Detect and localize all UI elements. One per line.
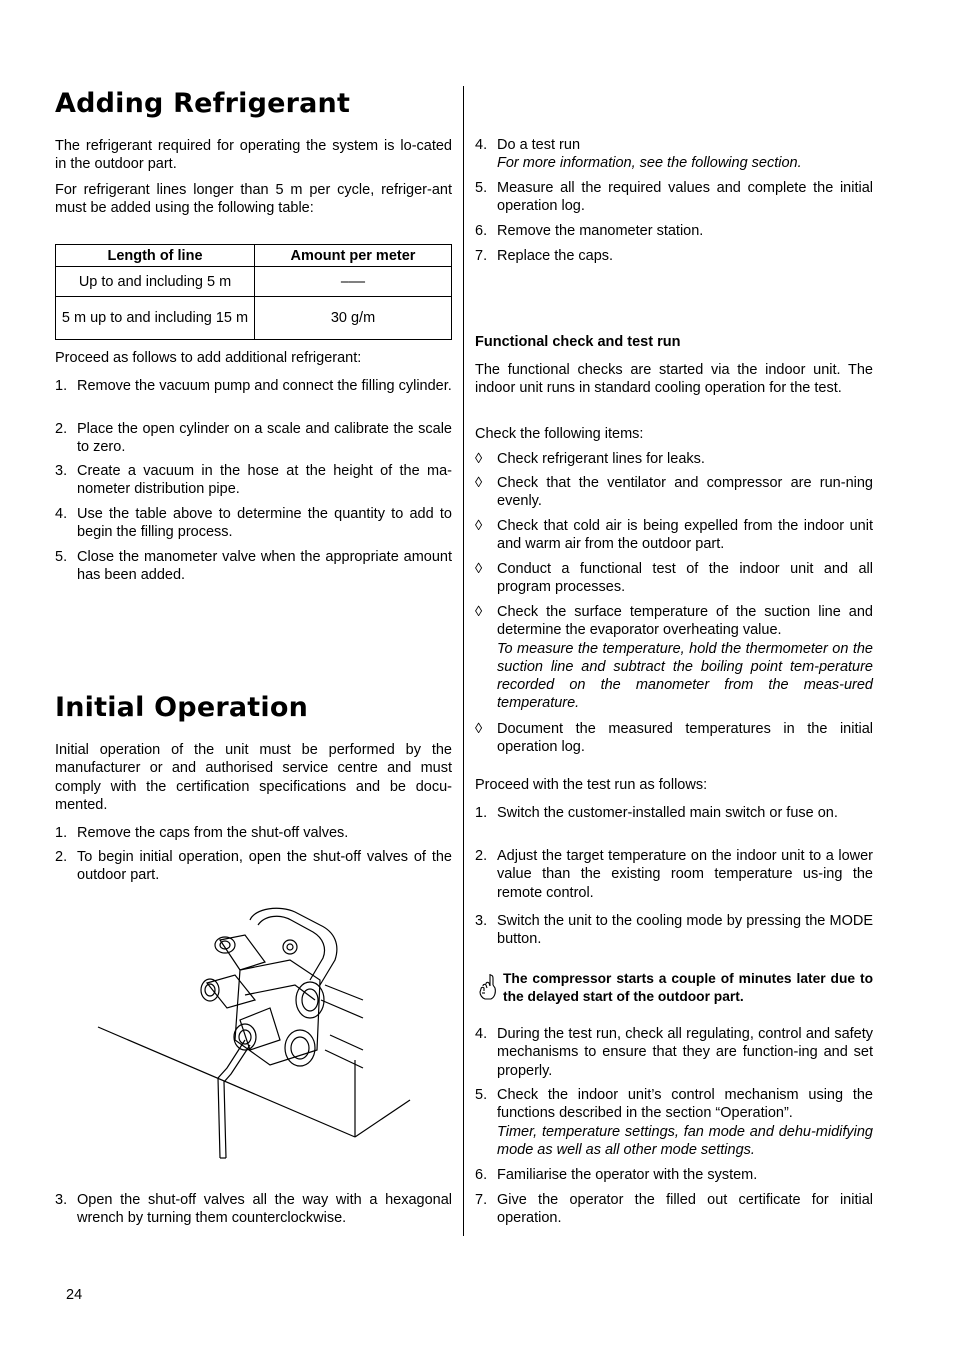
list-text: Check that cold air is being expelled from the indoor unit and warm air from the outdoor part. bbox=[497, 518, 873, 553]
list-note: For more information, see the following section. bbox=[497, 155, 802, 172]
list-text: Conduct a functional test of the indoor unit and all program processes. bbox=[497, 561, 873, 596]
list-item bbox=[475, 1025, 873, 1081]
list-text: Check that the ventilator and compressor are run-ning evenly. bbox=[497, 475, 873, 510]
heading-initial-operation: Initial Operation bbox=[55, 692, 309, 723]
list-number: 3. bbox=[55, 463, 68, 479]
bullet-diamond-icon: ◊ bbox=[475, 451, 483, 467]
list-note: To measure the temperature, hold the thermometer on the suction line and subtract the boiling point tem-perature recorded on the manometer from the meas-ured temperature. bbox=[497, 640, 873, 712]
column-divider bbox=[463, 86, 464, 1236]
table-header: Length of line bbox=[56, 245, 255, 267]
list-number: 4. bbox=[55, 506, 68, 522]
list-note: Timer, temperature settings, fan mode and dehu-midifying mode as well as all other mode settings. bbox=[497, 1123, 873, 1158]
list-number: 2. bbox=[55, 849, 68, 865]
bullet-diamond-icon: ◊ bbox=[475, 475, 483, 491]
subheading: Functional check and test run bbox=[475, 334, 681, 350]
paragraph: The functional checks are started via the indoor unit. The indoor unit runs in standard cooling operation for the test. bbox=[475, 362, 873, 397]
list-text: Use the table above to determine the quantity to add to begin the filling process. bbox=[77, 506, 452, 541]
paragraph: The refrigerant required for operating the system is lo-cated in the outdoor part. bbox=[55, 138, 452, 173]
paragraph: Proceed as follows to add additional refrigerant: bbox=[55, 350, 362, 366]
table-cell: ––– bbox=[255, 267, 452, 297]
list-number: 2. bbox=[475, 848, 488, 864]
table-cell: 5 m up to and including 15 m bbox=[56, 297, 255, 340]
list-text: Switch the unit to the cooling mode by pressing the MODE button. bbox=[497, 913, 873, 948]
list-text-wrap bbox=[497, 603, 873, 713]
list-item bbox=[475, 1166, 873, 1185]
list-item bbox=[55, 420, 452, 457]
list-text: To begin initial operation, open the shut-off valves of the outdoor part. bbox=[77, 849, 452, 884]
list-number: 5. bbox=[475, 1087, 488, 1103]
bullet-diamond-icon: ◊ bbox=[475, 721, 483, 737]
list-text: Replace the caps. bbox=[497, 248, 614, 264]
list-item bbox=[55, 548, 452, 585]
list-item bbox=[55, 824, 452, 843]
table-cell: 30 g/m bbox=[255, 297, 452, 340]
pointing-hand-icon bbox=[477, 972, 499, 1002]
list-text: Remove the vacuum pump and connect the filling cylinder. bbox=[77, 378, 452, 394]
list-number: 5. bbox=[475, 180, 488, 196]
hint-text: The compressor starts a couple of minutes later due to the delayed start of the outdoor part. bbox=[503, 971, 873, 1005]
list-text: Measure all the required values and complete the initial operation log. bbox=[497, 180, 873, 215]
list-number: 6. bbox=[475, 223, 488, 239]
list-text: Remove the caps from the shut-off valves. bbox=[77, 825, 349, 841]
list-item bbox=[475, 247, 873, 266]
list-number: 4. bbox=[475, 1026, 488, 1042]
list-item bbox=[475, 1086, 873, 1160]
list-text: Switch the customer-installed main switch or fuse on. bbox=[497, 805, 838, 821]
list-text: Check refrigerant lines for leaks. bbox=[497, 451, 705, 467]
list-text: Check the surface temperature of the suction line and determine the evaporator overheating value. bbox=[497, 604, 873, 639]
list-text: Check the indoor unit’s control mechanism using the functions described in the section “Operation”. bbox=[497, 1087, 873, 1122]
list-text: Do a test run bbox=[497, 137, 581, 153]
list-item bbox=[475, 222, 873, 241]
list-text: Give the operator the filled out certificate for initial operation. bbox=[497, 1192, 873, 1227]
list-text: Document the measured temperatures in the initial operation log. bbox=[497, 721, 873, 756]
list-number: 1. bbox=[475, 805, 488, 821]
list-text: Create a vacuum in the hose at the height of the ma-nometer distribution pipe. bbox=[77, 463, 452, 498]
list-item bbox=[475, 136, 873, 173]
table-header: Amount per meter bbox=[255, 245, 452, 267]
list-number: 5. bbox=[55, 549, 68, 565]
list-number: 2. bbox=[55, 421, 68, 437]
table-row bbox=[56, 297, 452, 340]
refrigerant-table bbox=[55, 244, 452, 340]
check-item bbox=[475, 450, 873, 469]
heading-adding-refrigerant: Adding Refrigerant bbox=[55, 88, 351, 119]
list-item bbox=[475, 804, 873, 841]
list-item bbox=[475, 847, 873, 903]
list-number: 7. bbox=[475, 248, 488, 264]
list-text: Adjust the target temperature on the indoor unit to a lower value than the existing room temperature us-ing the remote control. bbox=[497, 848, 873, 901]
list-text: Familiarise the operator with the system. bbox=[497, 1167, 758, 1183]
list-item bbox=[475, 179, 873, 216]
shut-off-valve-illustration bbox=[95, 900, 415, 1165]
list-item bbox=[55, 377, 452, 414]
list-text-wrap bbox=[497, 136, 873, 173]
paragraph: Initial operation of the unit must be performed by the manufacturer or and authorised service centre and must comply with the certification specifications and be docu-mented. bbox=[55, 742, 452, 813]
list-item bbox=[475, 1191, 873, 1228]
list-text: Open the shut-off valves all the way with a hexagonal wrench by turning them counterclockwise. bbox=[77, 1192, 452, 1227]
paragraph: Proceed with the test run as follows: bbox=[475, 777, 708, 793]
bullet-diamond-icon: ◊ bbox=[475, 561, 483, 577]
list-text: Place the open cylinder on a scale and calibrate the scale to zero. bbox=[77, 421, 452, 456]
paragraph: Check the following items: bbox=[475, 426, 644, 442]
paragraph: For refrigerant lines longer than 5 m per cycle, refriger-ant must be added using the following table: bbox=[55, 182, 452, 217]
table-cell: Up to and including 5 m bbox=[56, 267, 255, 297]
list-number: 4. bbox=[475, 137, 488, 153]
list-item bbox=[55, 462, 452, 499]
bullet-diamond-icon: ◊ bbox=[475, 604, 483, 620]
bullet-diamond-icon: ◊ bbox=[475, 518, 483, 534]
check-item bbox=[475, 603, 873, 715]
table-header-row bbox=[56, 245, 452, 267]
check-item bbox=[475, 720, 873, 757]
list-number: 1. bbox=[55, 378, 68, 394]
check-item bbox=[475, 517, 873, 554]
list-number: 6. bbox=[475, 1167, 488, 1183]
list-item bbox=[55, 1191, 452, 1228]
page-number: 24 bbox=[66, 1287, 83, 1303]
list-item bbox=[55, 505, 452, 542]
list-text: During the test run, check all regulating, control and safety mechanisms to ensure that they are function-ing and set properly. bbox=[497, 1026, 873, 1079]
list-number: 1. bbox=[55, 825, 68, 841]
list-number: 3. bbox=[55, 1192, 68, 1208]
list-item bbox=[475, 912, 873, 949]
list-number: 7. bbox=[475, 1192, 488, 1208]
list-text: Close the manometer valve when the appropriate amount has been added. bbox=[77, 549, 452, 584]
check-item bbox=[475, 474, 873, 511]
list-text: Remove the manometer station. bbox=[497, 223, 704, 239]
table-row bbox=[56, 267, 452, 297]
list-number: 3. bbox=[475, 913, 488, 929]
list-item bbox=[55, 848, 452, 885]
list-text-wrap bbox=[497, 1086, 873, 1159]
check-item bbox=[475, 560, 873, 597]
